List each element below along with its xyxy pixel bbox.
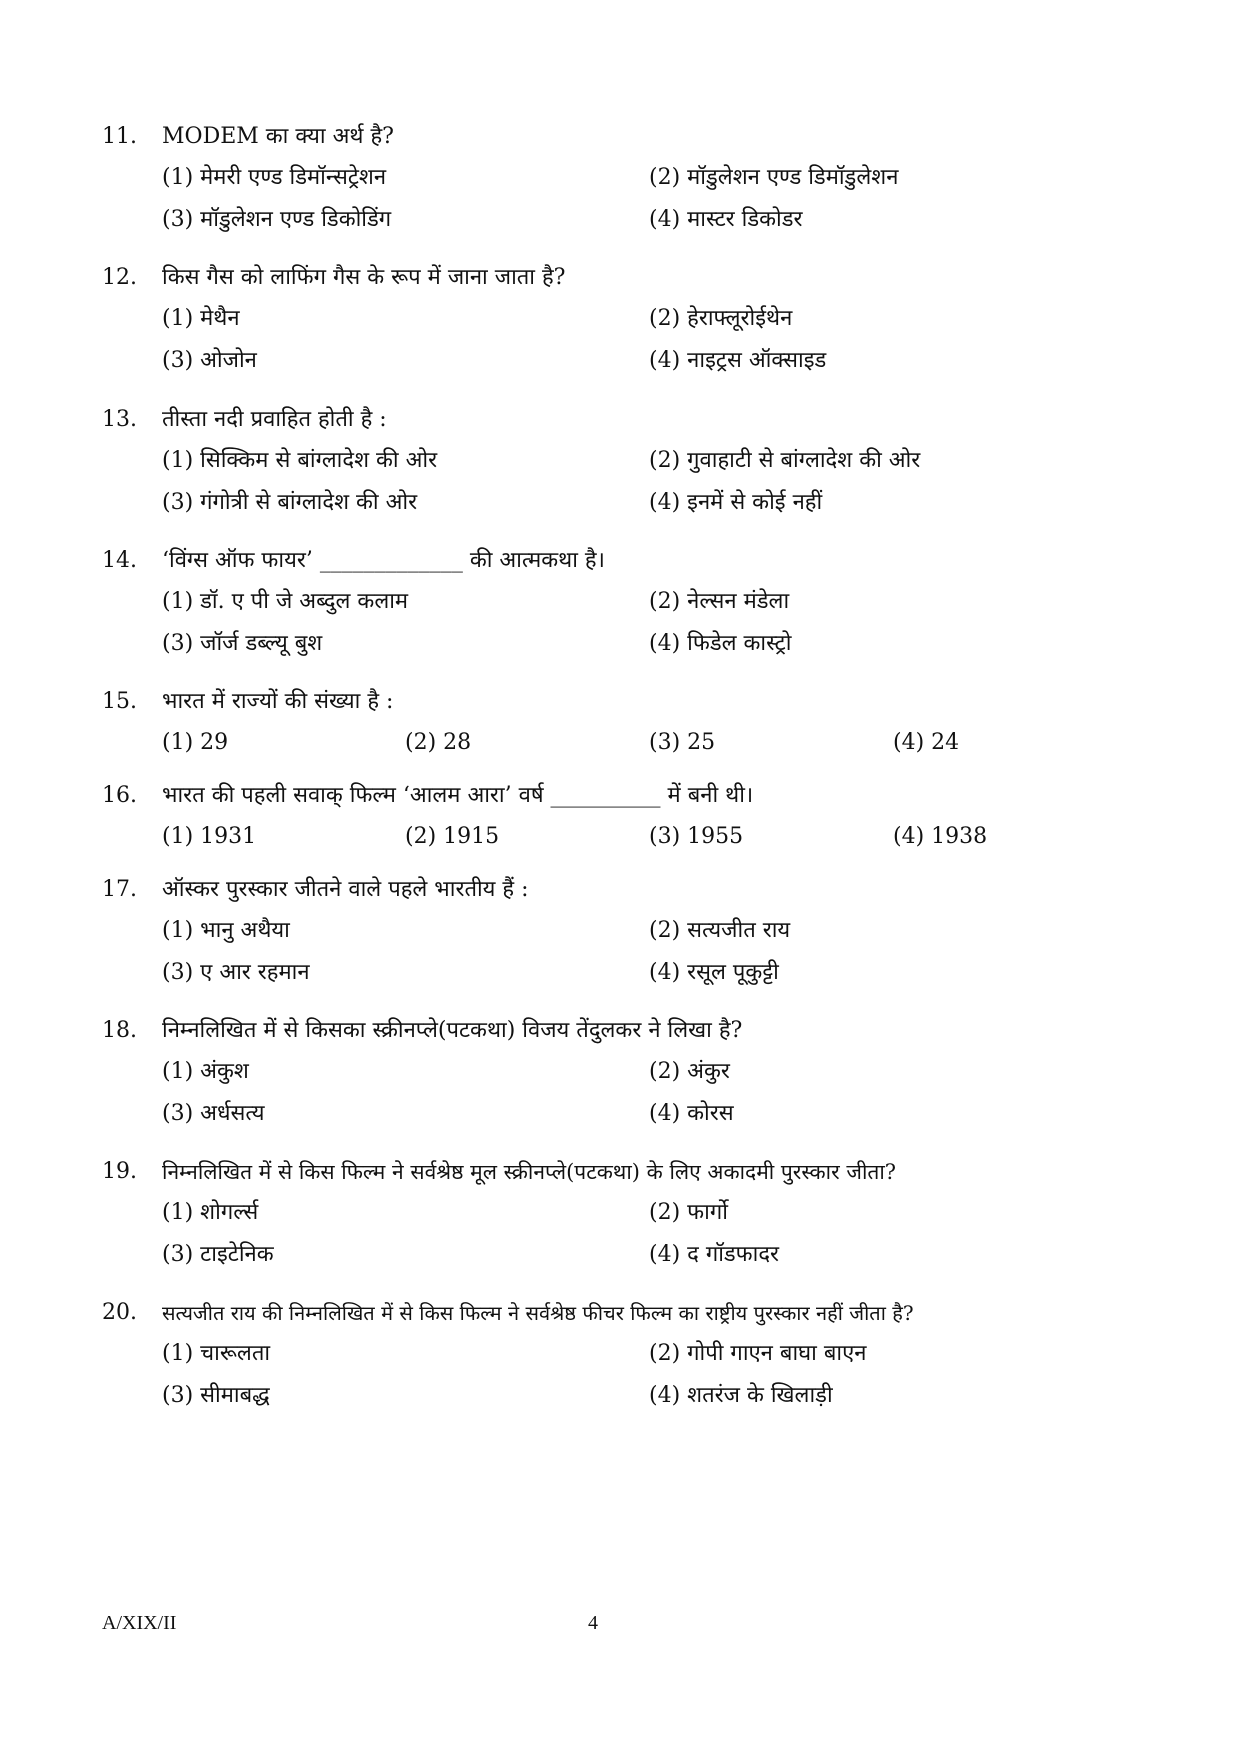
option-2: (2) गोपी गाएन बाघा बाएन	[649, 1341, 867, 1366]
question-stem	[102, 400, 1162, 440]
question-text: ऑस्कर पुरस्कार जीतने वाले पहले भारतीय हैं :	[162, 877, 529, 902]
option-row	[102, 1375, 1162, 1417]
option-1: (1) मेमरी एण्ड डिमॉन्सट्रेशन	[162, 165, 387, 190]
question-15	[102, 682, 1162, 764]
option-row	[102, 1093, 1162, 1135]
option-row	[102, 1234, 1162, 1276]
option-row	[102, 952, 1162, 994]
question-stem	[102, 1011, 1162, 1051]
option-row	[102, 340, 1162, 382]
option-4: (4) कोरस	[649, 1101, 734, 1126]
question-19	[102, 1152, 1162, 1276]
question-number: 12.	[102, 265, 137, 290]
question-number: 14.	[102, 548, 137, 573]
option-4: (4) द गॉडफादर	[649, 1242, 780, 1267]
option-2: (2) 28	[405, 730, 472, 755]
question-stem	[102, 1152, 1162, 1192]
option-4: (4) फिडेल कास्ट्रो	[649, 631, 792, 656]
option-4: (4) रसूल पूकुट्टी	[649, 960, 779, 985]
question-number: 15.	[102, 689, 137, 714]
option-row	[102, 1192, 1162, 1234]
question-13	[102, 400, 1162, 524]
question-text: किस गैस को लाफिंग गैस के रूप में जाना जाता है?	[162, 265, 566, 290]
question-stem	[102, 682, 1162, 722]
option-row	[102, 157, 1162, 199]
question-number: 13.	[102, 407, 137, 432]
option-4: (4) नाइट्रस ऑक्साइड	[649, 348, 827, 373]
option-2: (2) मॉडुलेशन एण्ड डिमॉडुलेशन	[649, 165, 899, 190]
option-row	[102, 199, 1162, 241]
option-row	[102, 482, 1162, 524]
question-number: 20.	[102, 1300, 137, 1325]
option-2: (2) हेराफ्लूरोईथेन	[649, 306, 793, 331]
option-1: (1) सिक्किम से बांग्लादेश की ओर	[162, 448, 438, 473]
option-4: (4) 24	[893, 730, 960, 755]
option-4: (4) इनमें से कोई नहीं	[649, 490, 823, 515]
option-4: (4) शतरंज के खिलाड़ी	[649, 1383, 833, 1408]
paper-code: A/XIX/II	[102, 1612, 177, 1634]
question-18	[102, 1011, 1162, 1135]
option-2: (2) अंकुर	[649, 1059, 730, 1084]
option-3: (3) अर्धसत्य	[162, 1101, 265, 1126]
option-3: (3) 25	[649, 730, 716, 755]
option-3: (3) टाइटेनिक	[162, 1242, 274, 1267]
option-3: (3) ए आर रहमान	[162, 960, 310, 985]
option-1: (1) शोगर्ल्स	[162, 1200, 259, 1225]
question-stem	[102, 117, 1162, 157]
option-row	[102, 722, 1162, 764]
question-text: MODEM का क्या अर्थ है?	[162, 124, 394, 149]
question-number: 17.	[102, 877, 137, 902]
option-row	[102, 581, 1162, 623]
question-number: 11.	[102, 124, 137, 149]
option-row	[102, 1333, 1162, 1375]
option-row	[102, 816, 1162, 858]
question-20	[102, 1293, 1162, 1417]
option-1: (1) चारूलता	[162, 1341, 271, 1366]
option-1: (1) मेथैन	[162, 306, 240, 331]
option-3: (3) मॉडुलेशन एण्ड डिकोडिंग	[162, 207, 392, 232]
option-1: (1) डॉ. ए पी जे अब्दुल कलाम	[162, 589, 409, 614]
question-number: 19.	[102, 1159, 137, 1184]
option-3: (3) ओजोन	[162, 348, 257, 373]
option-2: (2) गुवाहाटी से बांग्लादेश की ओर	[649, 448, 921, 473]
option-1: (1) 1931	[162, 824, 257, 849]
option-row	[102, 910, 1162, 952]
option-row	[102, 623, 1162, 665]
option-row	[102, 440, 1162, 482]
option-1: (1) अंकुश	[162, 1059, 249, 1084]
option-3: (3) 1955	[649, 824, 744, 849]
option-2: (2) फार्गो	[649, 1200, 728, 1225]
question-text: ‘विंग्स ऑफ फायर’ _____________ की आत्मकथा है।	[162, 548, 605, 573]
option-2: (2) सत्यजीत राय	[649, 918, 791, 943]
question-text: सत्यजीत राय की निम्नलिखित में से किस फिल्म ने सर्वश्रेष्ठ फीचर फिल्म का राष्ट्रीय पुरस्कार नहीं जीता है?	[162, 1301, 914, 1325]
question-14	[102, 541, 1162, 665]
question-stem	[102, 541, 1162, 581]
question-stem	[102, 258, 1162, 298]
option-1: (1) भानु अथैया	[162, 918, 290, 943]
option-3: (3) जॉर्ज डब्ल्यू बुश	[162, 631, 323, 656]
question-stem	[102, 776, 1162, 816]
page-number: 4	[588, 1612, 598, 1634]
option-row	[102, 1051, 1162, 1093]
question-stem	[102, 1293, 1162, 1333]
option-2: (2) नेल्सन मंडेला	[649, 589, 790, 614]
question-text: भारत में राज्यों की संख्या है :	[162, 689, 394, 714]
question-text: भारत की पहली सवाक् फिल्म ‘आलम आरा’ वर्ष __________ में बनी थी।	[162, 783, 754, 808]
option-4: (4) मास्टर डिकोडर	[649, 207, 803, 232]
question-text: निम्नलिखित में से किस फिल्म ने सर्वश्रेष्ठ मूल स्क्रीनप्ले(पटकथा) के लिए अकादमी पुरस्कार जीता?	[162, 1160, 897, 1184]
option-row	[102, 298, 1162, 340]
question-number: 18.	[102, 1018, 137, 1043]
question-12	[102, 258, 1162, 382]
question-stem	[102, 870, 1162, 910]
option-4: (4) 1938	[893, 824, 988, 849]
question-17	[102, 870, 1162, 994]
option-3: (3) गंगोत्री से बांग्लादेश की ओर	[162, 490, 418, 515]
question-number: 16.	[102, 783, 137, 808]
question-text: निम्नलिखित में से किसका स्क्रीनप्ले(पटकथा) विजय तेंदुलकर ने लिखा है?	[162, 1018, 743, 1043]
question-11	[102, 117, 1162, 241]
option-3: (3) सीमाबद्ध	[162, 1383, 270, 1408]
option-1: (1) 29	[162, 730, 229, 755]
option-2: (2) 1915	[405, 824, 500, 849]
question-16	[102, 776, 1162, 858]
question-text: तीस्ता नदी प्रवाहित होती है :	[162, 407, 387, 432]
